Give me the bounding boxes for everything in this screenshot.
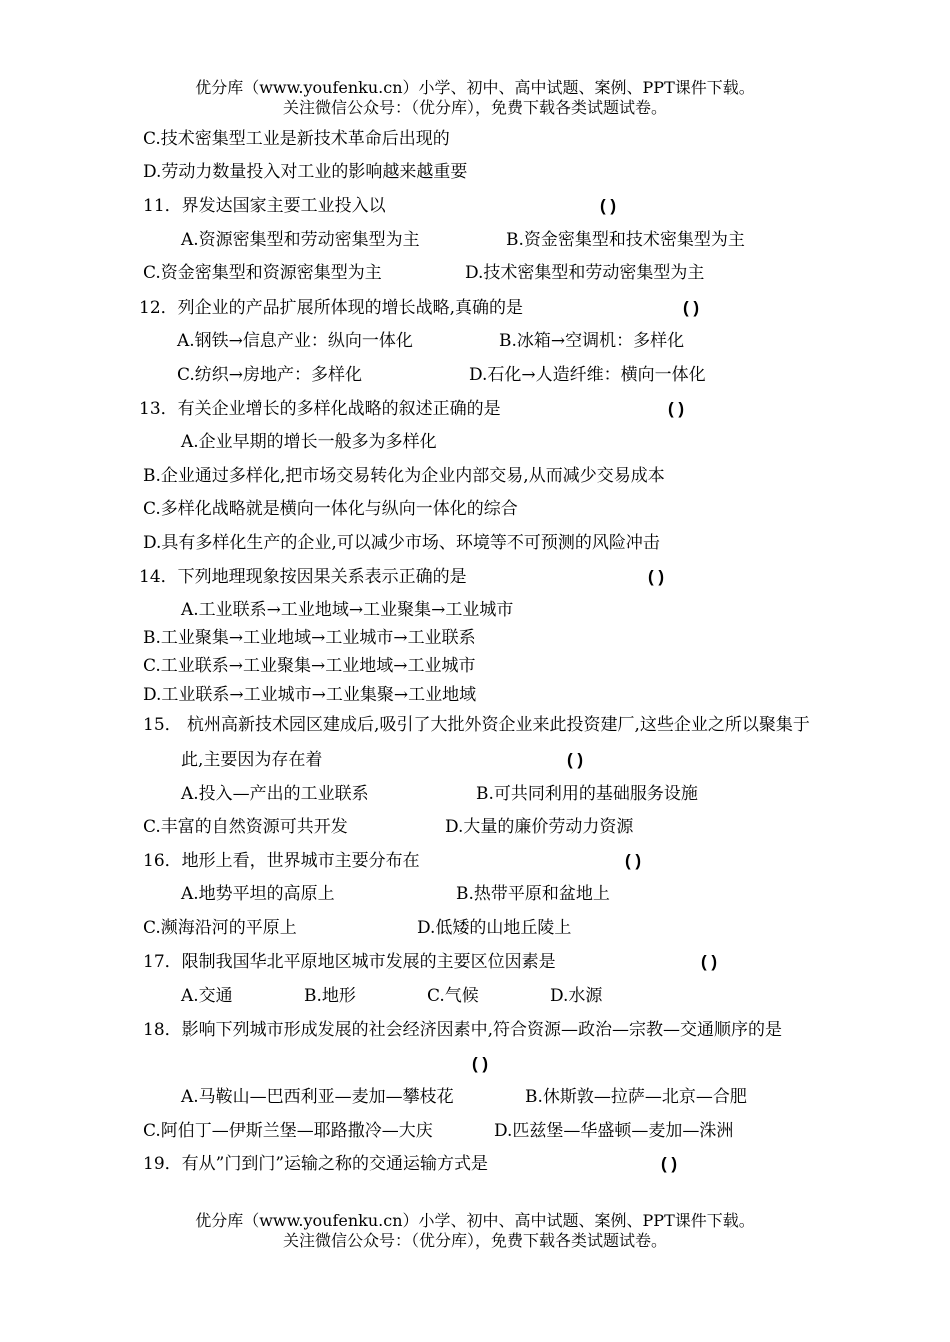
q11-stem: 11．界发达国家主要工业投入以 [143, 196, 386, 216]
q10-option-c: C.技术密集型工业是新技术革命后出现的 [143, 129, 450, 149]
footer-line-1: 优分库（www.youfenku.cn）小学、初中、高中试题、案例、PPT课件下载。 [195, 1211, 755, 1230]
q12-option-d: D.石化→人造纤维：横向一体化 [469, 365, 706, 385]
q15-option-d: D.大量的廉价劳动力资源 [445, 817, 634, 837]
q13-answer-paren: ( ) [668, 399, 685, 418]
q15-option-c: C.丰富的自然资源可共开发 [143, 817, 348, 837]
q19-stem: 19．有从”门到门”运输之称的交通运输方式是 [143, 1154, 489, 1174]
q15-option-a: A.投入—产出的工业联系 [181, 784, 369, 804]
q16-option-a: A.地势平坦的高原上 [181, 884, 335, 904]
q15-option-b: B.可共同利用的基础服务设施 [476, 784, 698, 804]
q11-option-a: A.资源密集型和劳动密集型为主 [181, 230, 420, 250]
q13-option-d: D.具有多样化生产的企业,可以减少市场、环境等不可预测的风险冲击 [143, 533, 660, 553]
header-line-1: 优分库（www.youfenku.cn）小学、初中、高中试题、案例、PPT课件下载。 [195, 78, 755, 97]
q14-answer-paren: ( ) [648, 567, 665, 586]
footer-line-2: 关注微信公众号：（优分库），免费下载各类试题试卷。 [282, 1231, 667, 1250]
q15-answer-paren: ( ) [567, 750, 584, 769]
q14-option-d: D.工业联系→工业城市→工业集聚→工业地域 [143, 685, 477, 705]
q12-stem: 12．列企业的产品扩展所体现的增长战略,真确的是 [139, 298, 524, 318]
q17-answer-paren: ( ) [701, 952, 718, 971]
q14-option-a: A.工业联系→工业地域→工业聚集→工业城市 [181, 600, 514, 620]
q14-stem: 14．下列地理现象按因果关系表示正确的是 [139, 567, 467, 587]
q16-option-b: B.热带平原和盆地上 [456, 884, 610, 904]
q17-option-d: D.水源 [550, 986, 603, 1006]
q13-option-b: B.企业通过多样化,把市场交易转化为企业内部交易,从而减少交易成本 [143, 466, 665, 486]
header-line-2: 关注微信公众号：（优分库），免费下载各类试题试卷。 [282, 98, 667, 117]
q18-answer-paren: ( ) [472, 1054, 489, 1073]
q17-option-a: A.交通 [181, 986, 233, 1006]
q15-stem-line-2: 此,主要因为存在着 [181, 750, 323, 770]
q15-stem-line-1: 15． 杭州高新技术园区建成后,吸引了大批外资企业来此投资建厂,这些企业之所以聚集于 [143, 715, 810, 735]
q12-option-a: A.钢铁→信息产业：纵向一体化 [177, 331, 413, 351]
q19-answer-paren: ( ) [661, 1154, 678, 1173]
q16-option-d: D.低矮的山地丘陵上 [417, 918, 572, 938]
q18-option-c: C.阿伯丁—伊斯兰堡—耶路撒冷—大庆 [143, 1121, 433, 1141]
q17-option-b: B.地形 [304, 986, 356, 1006]
q10-option-d: D.劳动力数量投入对工业的影响越来越重要 [143, 162, 468, 182]
q17-stem: 17．限制我国华北平原地区城市发展的主要区位因素是 [143, 952, 556, 972]
q18-option-b: B.休斯敦—拉萨—北京—合肥 [525, 1087, 747, 1107]
q18-stem: 18．影响下列城市形成发展的社会经济因素中,符合资源—政治—宗教—交通顺序的是 [143, 1020, 783, 1040]
q16-stem: 16．地形上看，世界城市主要分布在 [143, 851, 420, 871]
q11-answer-paren: ( ) [600, 196, 617, 215]
q13-option-c: C.多样化战略就是横向一体化与纵向一体化的综合 [143, 499, 518, 519]
q11-option-d: D.技术密集型和劳动密集型为主 [465, 263, 705, 283]
q18-option-d: D.匹兹堡—华盛顿—麦加—洙洲 [494, 1121, 734, 1141]
q14-option-c: C.工业联系→工业聚集→工业地域→工业城市 [143, 656, 476, 676]
q14-option-b: B.工业聚集→工业地域→工业城市→工业联系 [143, 628, 476, 648]
q18-option-a: A.马鞍山—巴西利亚—麦加—攀枝花 [181, 1087, 454, 1107]
q12-option-c: C.纺织→房地产：多样化 [177, 365, 363, 385]
q16-option-c: C.濒海沿河的平原上 [143, 918, 297, 938]
q12-option-b: B.冰箱→空调机：多样化 [499, 331, 685, 351]
q11-option-c: C.资金密集型和资源密集型为主 [143, 263, 382, 283]
q17-option-c: C.气候 [427, 986, 479, 1006]
q13-option-a: A.企业早期的增长一般多为多样化 [181, 432, 437, 452]
q13-stem: 13．有关企业增长的多样化战略的叙述正确的是 [139, 399, 501, 419]
q12-answer-paren: ( ) [683, 298, 700, 317]
q11-option-b: B.资金密集型和技术密集型为主 [506, 230, 745, 250]
q16-answer-paren: ( ) [625, 851, 642, 870]
